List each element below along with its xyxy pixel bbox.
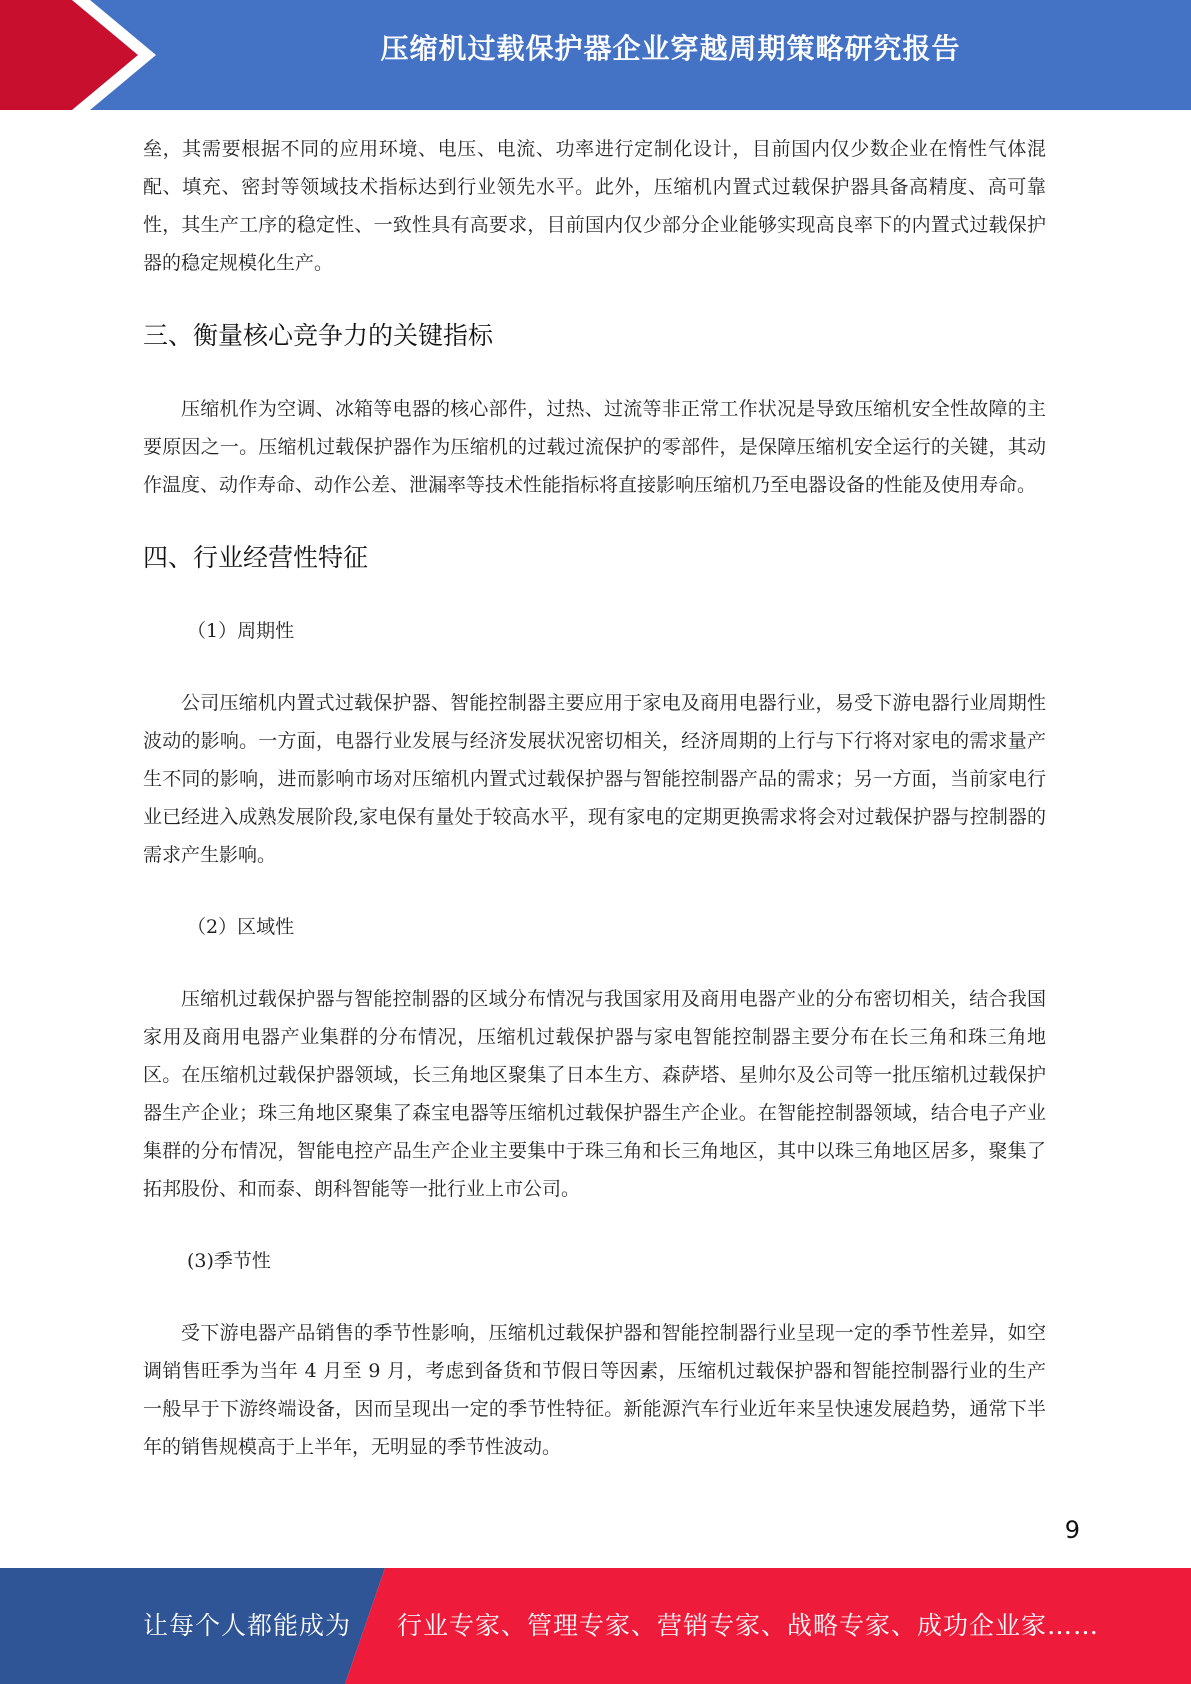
paragraph-regionality: 压缩机过载保护器与智能控制器的区域分布情况与我国家用及商用电器产业的分布密切相关，结合我国家用及商用电器产业集群的分布情况，压缩机过载保护器与家电智能控制器主要分布在长三角和珠三角地区。在压缩机过载保护器领域，长三角地区聚集了日本生方、森萨塔、星帅尔及公司等一批压缩机过载保护器生产企业；珠三角地区聚集了森宝电器等压缩机过载保护器生产企业。在智能控制器领域，结合电子产业集群的分布情况，智能电控产品生产企业主要集中于珠三角和长三角地区，其中以珠三角地区居多，聚集了拓邦股份、和而泰、朗科智能等一批行业上市公司。	[143, 988, 1046, 1200]
subheading-regionality: （2）区域性	[187, 916, 295, 938]
page-number: 9	[1064, 1516, 1080, 1544]
footer-slogan-left: 让每个人都能成为	[143, 1611, 352, 1640]
paragraph-cyclicality: 公司压缩机内置式过载保护器、智能控制器主要应用于家电及商用电器行业，易受下游电器行业周期性波动的影响。一方面，电器行业发展与经济发展状况密切相关，经济周期的上行与下行将对家电的需求量产生不同的影响，进而影响市场对压缩机内置式过载保护器与智能控制器产品的需求；另一方面，当前家电行业已经进入成熟发展阶段,家电保有量处于较高水平，现有家电的定期更换需求将会对过载保护器与控制器的需求产生影响。	[143, 692, 1046, 866]
subheading-seasonality: (3)季节性	[187, 1250, 271, 1272]
paragraph-seasonality: 受下游电器产品销售的季节性影响，压缩机过载保护器和智能控制器行业呈现一定的季节性差异，如空调销售旺季为当年 4 月至 9 月，考虑到备货和节假日等因素，压缩机过载保护器和智能控制器行业的生产一般早于下游终端设备，因而呈现出一定的季节性特征。新能源汽车行业近年来呈快速发展趋势，通常下半年的销售规模高于上半年，无明显的季节性波动。	[143, 1322, 1046, 1458]
section-heading-4: 四、行业经营性特征	[143, 543, 369, 572]
document-body	[143, 130, 1046, 1466]
paragraph-section-3: 压缩机作为空调、冰箱等电器的核心部件，过热、过流等非正常工作状况是导致压缩机安全性故障的主要原因之一。压缩机过载保护器作为压缩机的过载过流保护的零部件，是保障压缩机安全运行的关键，其动作温度、动作寿命、动作公差、泄漏率等技术性能指标将直接影响压缩机乃至电器设备的性能及使用寿命。	[143, 398, 1046, 496]
section-heading-3: 三、衡量核心竞争力的关键指标	[143, 321, 494, 350]
header-title: 压缩机过载保护器企业穿越周期策略研究报告	[380, 32, 961, 65]
paragraph-intro: 垒，其需要根据不同的应用环境、电压、电流、功率进行定制化设计，目前国内仅少数企业在惰性气体混配、填充、密封等领域技术指标达到行业领先水平。此外，压缩机内置式过载保护器具备高精度、高可靠性，其生产工序的稳定性、一致性具有高要求，目前国内仅少部分企业能够实现高良率下的内置式过载保护器的稳定规模化生产。	[143, 138, 1046, 274]
page-footer	[0, 1568, 1191, 1684]
header-chevron-decoration	[0, 0, 160, 110]
footer-slogan-right: 行业专家、管理专家、营销专家、战略专家、成功企业家……	[397, 1611, 1100, 1640]
subheading-cyclicality: （1）周期性	[187, 620, 295, 642]
page-header	[0, 0, 1191, 110]
